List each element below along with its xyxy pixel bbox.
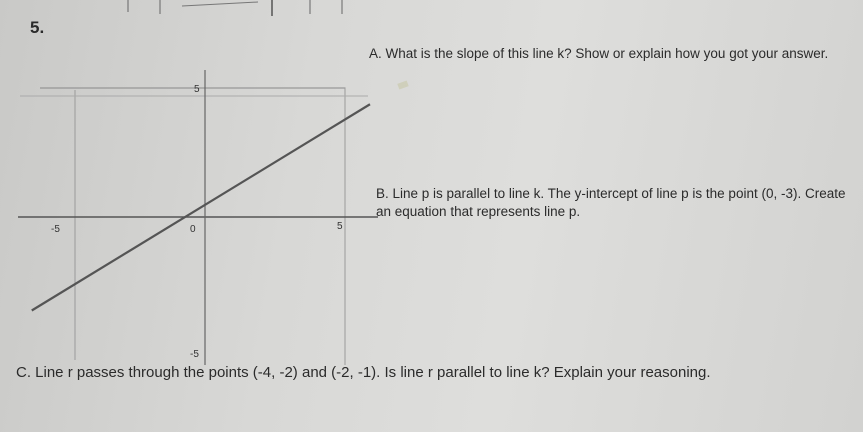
tick-label-y-neg5: -5 [190, 349, 199, 360]
question-part-b: B. Line p is parallel to line k. The y-intercept of line p is the point (0, -3). Create an equation that represents line p. [376, 186, 846, 219]
tick-label-origin: 0 [190, 224, 196, 235]
tick-label-x-neg5: -5 [51, 224, 60, 235]
grid-lines [20, 75, 368, 365]
question-part-a: A. What is the slope of this line k? Show or explain how you got your answer. [369, 46, 829, 61]
question-part-c: C. Line r passes through the points (-4, -2) and (-2, -1). Is line r parallel to line k? Explain your reasoning. [16, 364, 711, 381]
tick-label-y-5: 5 [194, 84, 200, 95]
line-k [32, 104, 370, 310]
pen-mark [397, 80, 408, 89]
top-border-marks [0, 0, 863, 18]
coordinate-graph [0, 30, 380, 370]
tick-label-x-5: 5 [337, 221, 343, 232]
question-number: 5. [30, 18, 45, 37]
